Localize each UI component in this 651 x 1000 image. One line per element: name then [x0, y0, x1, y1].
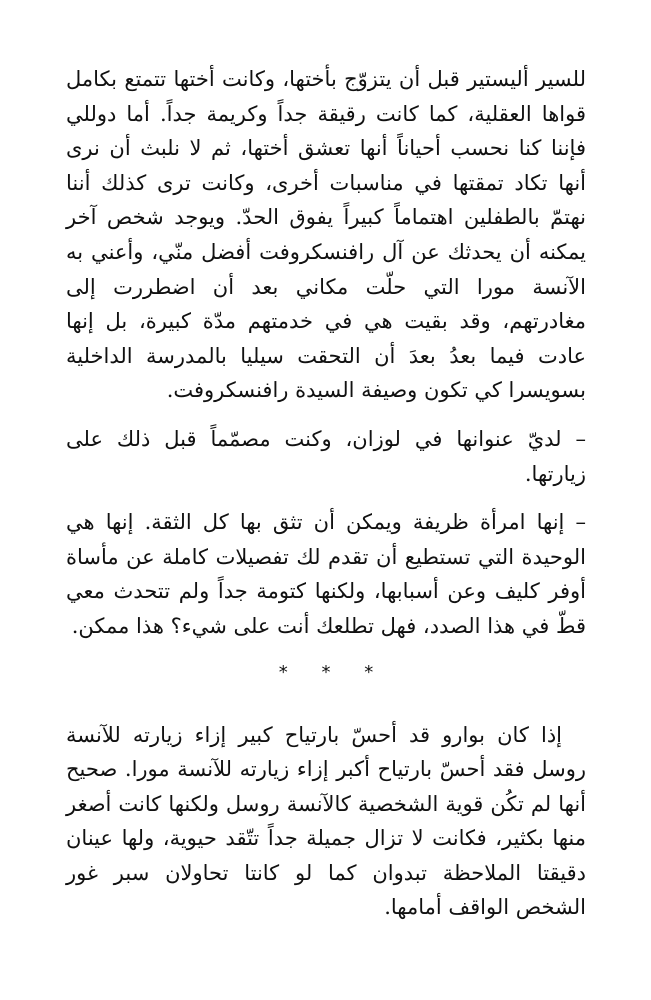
dialogue-paragraph: – لديّ عنوانها في لوزان، وكنت مصمّماً قبل ذلك على زيارتها. [66, 426, 586, 486]
section-separator: * * * [278, 661, 388, 683]
book-page [66, 62, 586, 982]
closing-paragraph: إذا كان بوارو قد أحسّ بارتياح كبير إزاء زيارته للآنسة روسل فقد أحسّ بارتياح أكبر إزاء زيارته للآنسة مورا. صحيح أنها لم تكُن قوية الشخصية كالآنسة روسل ولكنها كانت أصغر منها بكثير، فكانت لا تزال جميلة جداً تتّقد حيوية، ولها عينان دقيقتا الملاحظة تبدوان كما لو كانتا تحاولان سبر غور الشخص الواقف أمامها. [66, 722, 586, 920]
dialogue-paragraph: – إنها امرأة ظريفة ويمكن أن تثق بها كل الثقة. إنها هي الوحيدة التي تستطيع أن تقدم لك تفصيلات كاملة عن مأساة أوفر كليف وعن أسبابها، ولكنها كتومة جداً ولم تتحدث معي قطّ في هذا الصدد، فهل تطلعك أنت على شيء؟ هذا ممكن. [66, 510, 586, 638]
body-paragraph: للسير أليستير قبل أن يتزوّج بأختها، وكانت أختها تتمتع بكامل قواها العقلية، كما كانت رقيقة جداً وكريمة جداً. أما دوللي فإننا كنا نحسب أحياناً أنها تعشق أختها، ثم لا نلبث أن نرى أنها تكاد تمقتها في مناسبات أخرى، وكانت ترى كذلك أننا نهتمّ بالطفلين اهتماماً كبيراً يفوق الحدّ. ويوجد شخص آخر يمكنه أن يحدثك عن آل رافنسكروفت أفضل منّي، وأعني به الآنسة مورا التي حلّت مكاني بعد أن اضطررت إلى مغادرتهم، وقد بقيت هي في خدمتهم مدّة كبيرة، بل إنها عادت فيما بعدُ بعدَ أن التحقت سيليا بالمدرسة الداخلية بسويسرا كي تكون وصيفة السيدة رافنسكروفت. [66, 67, 586, 403]
